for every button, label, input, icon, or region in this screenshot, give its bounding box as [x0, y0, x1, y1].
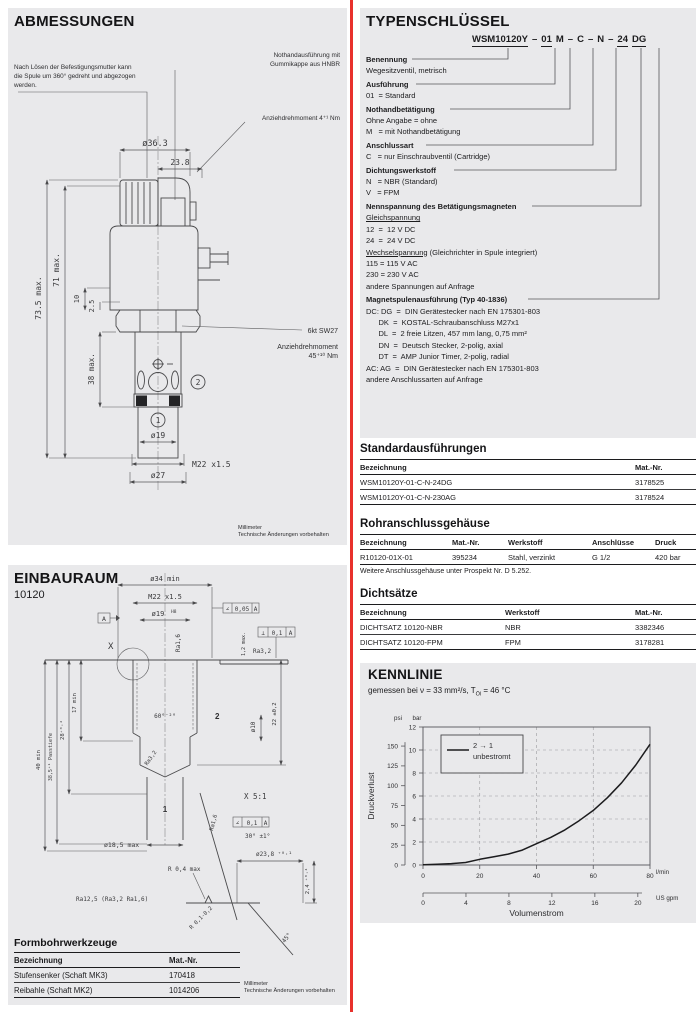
svg-text:17 min: 17 min	[72, 693, 78, 713]
dim-thread-m22	[133, 593, 197, 603]
table-cell: 3178281	[635, 635, 696, 650]
type-code-option: Wegesitzventil, metrisch	[366, 66, 447, 76]
svg-text:A: A	[288, 630, 293, 637]
table-cell: Stufensenker (Schaft MK3)	[14, 968, 169, 983]
x-tick-label-lmin: 40	[532, 873, 541, 880]
einbauraum-panel	[8, 565, 347, 1005]
dim-seat-angle: 60°⁻²°	[154, 713, 176, 720]
svg-text:⊥: ⊥	[261, 630, 265, 637]
svg-text:H8: H8	[171, 610, 177, 615]
type-code-section-heading: Benennung	[366, 55, 408, 64]
tolerance-frame-flatness	[212, 603, 259, 613]
svg-text:45⁺¹⁰ Nm: 45⁺¹⁰ Nm	[308, 353, 338, 360]
type-code-option: Ohne Angabe = ohne	[366, 116, 438, 126]
cavity-number: 10120	[14, 589, 45, 601]
type-code-option: DL = 2 freie Litzen, 457 mm lang, 0,75 mm²	[366, 329, 527, 339]
detail-x-mark: X	[108, 642, 114, 652]
type-code-section	[366, 79, 690, 102]
svg-text:71 max.: 71 max.	[52, 253, 61, 287]
detail-x-view	[76, 792, 317, 955]
x-tick-label-lmin: 80	[646, 873, 654, 880]
formbohrwerkzeuge-table	[14, 952, 240, 998]
surface-finish-ra16: Ra1,6	[175, 633, 182, 653]
label-hex-sw27	[182, 326, 338, 335]
y-tick-label-bar: 12	[408, 724, 416, 732]
kennlinie-title: KENNLINIE	[368, 667, 443, 682]
type-code-option: 230 = 230 V AC	[366, 270, 419, 280]
note-line: Nach Lösen der Befestigungsmutter kann	[14, 64, 132, 71]
svg-text:Millimeter: Millimeter	[238, 525, 262, 531]
table-cell: 170418	[169, 968, 240, 983]
type-code-section	[366, 294, 690, 385]
type-code-segment: C	[577, 34, 584, 45]
y-tick-label-bar: 2	[412, 839, 416, 847]
type-code-section-heading: Nothandbetätigung	[366, 104, 435, 114]
note-line: Anziehdrehmoment 4⁺¹ Nm	[262, 115, 340, 122]
abmessungen-drawing	[8, 8, 347, 545]
table-cell: Reibahle (Schaft MK2)	[14, 983, 169, 998]
port-1-balloon	[151, 413, 165, 427]
port-2-balloon	[191, 375, 205, 389]
svg-text:ø34 min: ø34 min	[150, 575, 180, 583]
svg-text:0,1: 0,1	[271, 630, 283, 637]
table-cell: G 1/2	[592, 550, 655, 565]
column-header: Mat.-Nr.	[452, 535, 508, 550]
x-tick-label-gpm: 8	[507, 900, 511, 907]
type-code-segment: –	[608, 34, 614, 45]
pressure-flow-chart	[360, 663, 696, 923]
x-tick-label-lmin: 20	[476, 873, 484, 880]
abmessungen-panel	[8, 8, 347, 545]
table-cell: Stahl, verzinkt	[508, 550, 592, 565]
type-code-option: M = mit Nothandbetätigung	[366, 127, 461, 137]
svg-text:28⁺⁰·²: 28⁺⁰·²	[60, 720, 66, 740]
svg-text:A: A	[253, 606, 258, 613]
y-axis-title: Druckverlust	[366, 772, 376, 820]
svg-text:ø19: ø19	[151, 610, 165, 618]
x-unit-gpm: US gpm	[656, 895, 679, 902]
svg-text:ø36.3: ø36.3	[142, 139, 168, 149]
column-header: Werkstoff	[505, 605, 635, 620]
type-code-option: C = nur Einschraubventil (Cartridge)	[366, 152, 491, 162]
note-torque-coil	[197, 115, 340, 172]
column-header: Mat.-Nr.	[635, 460, 696, 475]
x-tick-label-gpm: 4	[464, 900, 468, 907]
type-code-section	[366, 104, 690, 138]
type-code-section-heading: Nennspannung des Betätigungsmagneten	[366, 201, 517, 211]
rohranschlussgehaeuse-note: Weitere Anschlussgehäuse unter Prospekt Nr. D 5.252.	[360, 568, 532, 575]
legend-label: 2 → 1	[473, 741, 494, 750]
table-cell: DICHTSATZ 10120-FPM	[360, 635, 505, 650]
y-tick-label-psi: 25	[390, 842, 398, 850]
dim-38-5-passtiefe	[48, 660, 147, 844]
footnote	[238, 525, 329, 538]
note-line: werden.	[14, 82, 37, 89]
type-code-segment: –	[567, 34, 574, 45]
svg-text:73.5 max.: 73.5 max.	[34, 276, 43, 320]
column-header: Bezeichnung	[14, 953, 169, 968]
column-header: Werkstoff	[508, 535, 592, 550]
svg-text:6kt SW27: 6kt SW27	[307, 328, 338, 335]
svg-text:∠: ∠	[235, 820, 240, 827]
column-header: Bezeichnung	[360, 460, 635, 475]
table-row	[14, 983, 240, 998]
typenschluessel-title: TYPENSCHLÜSSEL	[366, 13, 510, 30]
svg-text:Ra1,6: Ra1,6	[208, 813, 220, 832]
type-code-segment: 01	[541, 34, 552, 45]
table-cell: WSM10120Y-01-C-N-230AG	[360, 490, 635, 505]
port-2-label: 2	[215, 712, 220, 721]
note-hnbr	[175, 52, 340, 200]
x-axis-title: Volumenstrom	[509, 908, 564, 918]
svg-text:ø18,5 max: ø18,5 max	[104, 841, 140, 849]
svg-text:Anziehdrehmoment: Anziehdrehmoment	[277, 344, 338, 351]
svg-text:ø10: ø10	[250, 721, 257, 733]
conditions-text: = 46 °C	[481, 686, 511, 695]
svg-text:ø27: ø27	[150, 471, 166, 480]
y-tick-label-psi: 0	[394, 862, 398, 870]
type-code-option: andere Spannungen auf Anfrage	[366, 281, 475, 291]
svg-text:R 0,4 max: R 0,4 max	[168, 866, 201, 873]
note-coil-rotation	[13, 64, 147, 178]
type-code-option: DT = AMP Junior Timer, 2-polig, radial	[366, 352, 509, 362]
type-code-segment: –	[587, 34, 594, 45]
type-code-option: Wechselspannung (Gleichrichter in Spule integriert)	[366, 247, 538, 257]
svg-text:38,5⁺¹ Passtiefe: 38,5⁺¹ Passtiefe	[48, 732, 54, 782]
table-cell: 3178524	[635, 490, 696, 505]
note-line: die Spule um 360° gedreht und abgezogen	[14, 73, 136, 80]
type-code-legend	[366, 52, 690, 385]
einbauraum-title: EINBAURAUM	[14, 570, 119, 587]
svg-text:2,4 ⁺⁰·⁴: 2,4 ⁺⁰·⁴	[305, 867, 311, 895]
table-cell: 1014206	[169, 983, 240, 998]
type-code-segment: WSM10120Y	[472, 34, 528, 45]
svg-text:X 5:1: X 5:1	[244, 792, 267, 801]
svg-text:0,05: 0,05	[234, 606, 250, 613]
type-code-option: AC: AG = DIN Gerätestecker nach EN 175301-803	[366, 363, 539, 373]
dim-dia27	[130, 471, 186, 484]
svg-text:A: A	[263, 820, 268, 827]
column-header: Bezeichnung	[360, 605, 505, 620]
legend-label: unbestromt	[473, 752, 511, 761]
svg-text:M22 x1.5: M22 x1.5	[148, 593, 182, 601]
svg-text:M22 x1.5: M22 x1.5	[192, 460, 231, 469]
svg-text:22 ±0,2: 22 ±0,2	[272, 702, 278, 726]
table-cell: NBR	[505, 620, 635, 635]
type-code-segment: 24	[617, 34, 628, 45]
note-line: Nothandausführung mit	[273, 52, 340, 59]
type-code-section-heading: Dichtungswerkstoff	[366, 165, 437, 175]
dim-17-min	[72, 660, 133, 741]
svg-text:R 0,1-0,2: R 0,1-0,2	[188, 905, 214, 931]
y-unit-psi: psi	[394, 715, 402, 722]
port-1-label: 1	[162, 805, 168, 814]
table-cell: 3178525	[635, 475, 696, 490]
y-tick-label-psi: 50	[390, 822, 398, 830]
formbohrwerkzeuge-block	[14, 937, 240, 998]
type-code-segment: –	[531, 34, 538, 45]
surface-finish-ra32: Ra3,2	[253, 648, 272, 655]
type-code-section	[366, 140, 690, 163]
type-code-section-heading: Magnetspulenausführung (Typ 40-1836)	[366, 295, 508, 305]
type-code-segment: DG	[632, 34, 647, 45]
type-code-option: 01 = Standard	[366, 91, 416, 101]
type-code-option: 24 = 24 V DC	[366, 236, 416, 246]
y-tick-label-bar: 4	[412, 816, 416, 824]
svg-text:1: 1	[155, 416, 161, 425]
type-code-option: DC: DG = DIN Gerätestecker nach EN 175301-803	[366, 306, 541, 316]
svg-text:30° ±1°: 30° ±1°	[245, 833, 271, 840]
conditions-sub: Öl	[475, 691, 482, 698]
table-cell: 395234	[452, 550, 508, 565]
table-row	[360, 490, 696, 505]
svg-text:Ra12,5 (Ra3,2 Ra1,6): Ra12,5 (Ra3,2 Ra1,6)	[76, 896, 149, 903]
type-code-section	[366, 54, 690, 77]
svg-text:Technische Änderungen vorbehal: Technische Änderungen vorbehalten	[238, 532, 329, 538]
surface-finish-cone: Ra3,2	[143, 749, 159, 767]
type-code-option: N = NBR (Standard)	[366, 177, 438, 187]
svg-text:38 max.: 38 max.	[87, 353, 96, 385]
valve-outline	[110, 178, 228, 458]
note-line: Gummikappe aus HNBR	[270, 61, 340, 68]
x-tick-label-gpm: 0	[421, 900, 425, 907]
x-tick-label-lmin: 60	[589, 873, 597, 880]
kennlinie-panel	[360, 663, 696, 923]
dim-38	[87, 332, 134, 407]
dim-thread-m22	[132, 454, 231, 469]
table-cell: DICHTSATZ 10120-NBR	[360, 620, 505, 635]
type-code	[472, 34, 646, 47]
dim-dia10	[250, 715, 261, 741]
type-code-segment: M	[555, 34, 564, 45]
type-code-option: DK = KOSTAL-Schraubanschluss M27x1	[366, 317, 520, 327]
rohranschlussgehaeuse-table	[360, 534, 696, 565]
svg-text:A: A	[102, 615, 106, 623]
column-header: Mat.-Nr.	[169, 953, 240, 968]
y-tick-label-psi: 150	[387, 743, 398, 751]
table-row	[360, 550, 696, 565]
standardausfuehrungen-block	[360, 443, 696, 505]
y-tick-label-bar: 8	[412, 770, 416, 778]
y-tick-label-psi: 100	[387, 783, 398, 791]
y-tick-label-bar: 0	[412, 862, 416, 870]
x-tick-label-gpm: 16	[591, 900, 599, 907]
type-code-option: V = FPM	[366, 188, 400, 198]
type-code-segment: N	[597, 34, 605, 45]
x-tick-label-gpm: 20	[634, 900, 642, 907]
typenschluessel-panel	[360, 8, 696, 438]
dim-23-8	[158, 158, 202, 178]
label-torque-cartridge	[277, 344, 338, 360]
type-code-section	[366, 165, 690, 199]
x-tick-label-lmin: 0	[421, 873, 425, 880]
column-divider-line	[350, 0, 353, 1012]
rohranschlussgehaeuse-title: Rohranschlussgehäuse	[360, 518, 490, 530]
type-code-section	[366, 201, 690, 292]
table-cell: 420 bar	[655, 550, 696, 565]
type-code-option: DN = Deutsch Stecker, 2-polig, axial	[366, 340, 503, 350]
column-header: Druck	[655, 535, 696, 550]
svg-text:ø23,8 ⁺⁰·¹: ø23,8 ⁺⁰·¹	[256, 851, 293, 858]
table-cell: FPM	[505, 635, 635, 650]
svg-text:23.8: 23.8	[170, 158, 190, 167]
table-row	[360, 635, 696, 650]
abmessungen-title: ABMESSUNGEN	[14, 13, 135, 30]
svg-text:2.5: 2.5	[88, 299, 96, 313]
dim-22	[197, 660, 286, 765]
conditions-text: gemessen bei ν = 33 mm²/s, T	[368, 686, 476, 695]
type-code-option: 115 = 115 V AC	[366, 258, 418, 268]
x-tick-label-gpm: 12	[548, 900, 556, 907]
formbohrwerkzeuge-title: Formbohrwerkzeuge	[14, 937, 118, 949]
datum-a-frame	[98, 613, 120, 623]
y-tick-label-psi: 75	[390, 802, 398, 810]
table-cell: WSM10120Y-01-C-N-24DG	[360, 475, 635, 490]
svg-text:∠: ∠	[225, 606, 230, 613]
svg-text:ø19: ø19	[150, 431, 166, 440]
type-code-option: Gleichspannung	[366, 213, 421, 223]
svg-text:40 min: 40 min	[36, 750, 42, 770]
type-code-option: andere Anschlussarten auf Anfrage	[366, 374, 483, 384]
svg-text:45°: 45°	[280, 931, 293, 945]
svg-text:0,1: 0,1	[246, 820, 258, 827]
svg-text:2: 2	[195, 378, 201, 387]
table-row	[360, 475, 696, 490]
type-code-section-heading: Anschlussart	[366, 140, 414, 150]
dichtsaetze-block	[360, 588, 696, 650]
dim-1-2-max: 1,2 max.	[241, 631, 247, 657]
table-cell: R10120-01X-01	[360, 550, 452, 565]
y-tick-label-bar: 6	[412, 793, 416, 801]
svg-text:Technische Änderungen vorbehal: Technische Änderungen vorbehalten	[244, 988, 335, 994]
table-row	[14, 968, 240, 983]
o-ring-section	[136, 396, 147, 407]
svg-text:Millimeter: Millimeter	[244, 981, 268, 987]
tables-column	[360, 443, 696, 663]
o-ring-section	[169, 396, 180, 407]
column-header: Anschlüsse	[592, 535, 655, 550]
rohranschlussgehaeuse-block	[360, 518, 696, 575]
table-cell: 3382346	[635, 620, 696, 635]
dim-dia18-5	[104, 841, 183, 849]
standardausfuehrungen-title: Standardausführungen	[360, 443, 487, 455]
x-unit-lmin: l/min	[656, 869, 670, 876]
column-header: Bezeichnung	[360, 535, 452, 550]
standardausfuehrungen-table	[360, 459, 696, 505]
column-header: Mat.-Nr.	[635, 605, 696, 620]
footnote	[244, 981, 335, 994]
table-row	[360, 620, 696, 635]
y-unit-bar: bar	[412, 715, 422, 722]
dichtsaetze-title: Dichtsätze	[360, 588, 418, 600]
type-code-option: 12 = 12 V DC	[366, 224, 416, 234]
y-tick-label-psi: 125	[387, 763, 398, 771]
svg-text:10: 10	[73, 294, 81, 304]
dim-73-5	[34, 180, 136, 458]
y-tick-label-bar: 10	[408, 747, 416, 755]
dichtsaetze-table	[360, 604, 696, 650]
type-code-section-heading: Ausführung	[366, 79, 409, 89]
dim-71	[52, 186, 120, 458]
